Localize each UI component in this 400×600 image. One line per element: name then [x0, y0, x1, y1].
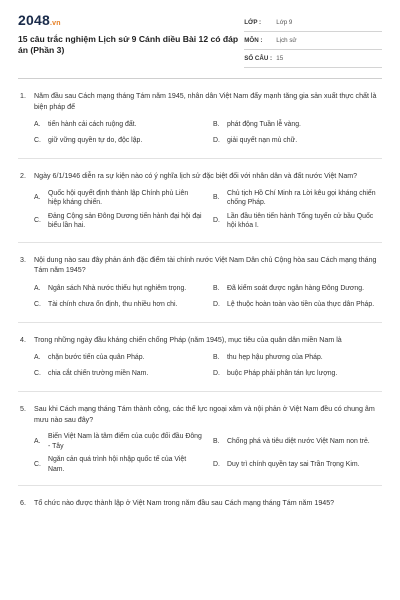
document-title: 15 câu trắc nghiệm Lịch sử 9 Cánh diều Bài 12 có đáp án (Phần 3) — [18, 34, 239, 55]
answer-option[interactable] — [213, 212, 382, 231]
question-text-row — [18, 255, 382, 276]
meta-label: SỐ CÂU : — [244, 55, 273, 62]
option-text: Ngăn cản quá trình hội nhập quốc tế của Việt Nam. — [48, 456, 187, 473]
option-letter: C. — [34, 370, 41, 378]
option-text: Lần đầu tiên tiến hành Tổng tuyển cử bầu Quốc hội khóa I. — [227, 212, 374, 229]
question-item — [18, 91, 382, 159]
logo-suffix: .vn — [49, 20, 61, 27]
answer-options — [18, 432, 382, 474]
logo-main: 2048 — [18, 12, 50, 28]
answer-option[interactable] — [213, 299, 382, 311]
option-text: Ngân sách Nhà nước thiếu hụt nghiêm trọng. — [48, 284, 187, 292]
answer-option[interactable] — [213, 189, 382, 208]
option-text: chặn bước tiến của quân Pháp. — [48, 354, 145, 362]
question-text-row — [18, 404, 382, 425]
option-letter: C. — [34, 460, 41, 468]
option-letter: A. — [34, 194, 41, 202]
answer-option[interactable] — [34, 189, 203, 208]
answer-option[interactable] — [34, 368, 203, 380]
option-text: Quốc hội quyết định thành lập Chính phủ Liên hiệp kháng chiến. — [48, 189, 189, 206]
answer-option[interactable] — [34, 432, 203, 451]
question-separator — [18, 158, 382, 159]
question-number: 4. — [20, 335, 26, 344]
option-text: Đã kiểm soát được ngân hàng Đông Dương. — [227, 284, 365, 292]
option-text: Duy trì chính quyền tay sai Trần Trọng Kim. — [227, 460, 360, 468]
answer-option[interactable] — [34, 119, 203, 131]
option-letter: D. — [213, 137, 220, 145]
question-item — [18, 335, 382, 393]
header-left — [18, 12, 244, 68]
option-letter: B. — [213, 354, 220, 362]
option-letter: A. — [34, 284, 41, 292]
answer-option[interactable] — [34, 212, 203, 231]
option-text: giải quyết nạn mù chữ. — [227, 137, 298, 145]
answer-option[interactable] — [34, 455, 203, 474]
answer-option[interactable] — [213, 283, 382, 295]
option-text: Chủ tịch Hồ Chí Minh ra Lời kêu gọi kháng chiến chống Pháp. — [227, 189, 376, 206]
question-text: Trong những ngày đầu kháng chiến chống Pháp (năm 1945), mục tiêu của quân dân miền Nam là — [34, 335, 342, 344]
question-number: 2. — [20, 172, 26, 180]
answer-option[interactable] — [213, 352, 382, 364]
question-text-row — [18, 498, 382, 509]
option-text: Biến Việt Nam là tâm điểm của cuộc đối đầu Đông - Tây — [48, 433, 202, 450]
answer-options — [18, 352, 382, 380]
answer-option[interactable] — [213, 368, 382, 380]
site-logo[interactable] — [18, 12, 244, 28]
question-item — [18, 255, 382, 323]
option-text: phát động Tuần lễ vàng. — [227, 121, 301, 129]
option-text: giữ vững quyền tự do, độc lập. — [48, 137, 143, 145]
option-text: Đảng Cộng sản Đông Dương tiến hành đại hội đại biểu lần hai. — [48, 212, 202, 229]
option-letter: B. — [213, 194, 220, 202]
answer-options — [18, 189, 382, 231]
question-number: 3. — [20, 255, 26, 264]
answer-options — [18, 283, 382, 311]
meta-row-subject — [244, 32, 382, 50]
question-number: 1. — [20, 92, 26, 100]
answer-option[interactable] — [213, 455, 382, 474]
meta-value: 15 — [276, 55, 284, 62]
option-letter: A. — [34, 121, 41, 129]
option-letter: A. — [34, 437, 41, 445]
option-letter: B. — [213, 284, 220, 292]
meta-label: MÔN : — [244, 37, 263, 44]
meta-row-class — [244, 14, 382, 32]
meta-row-count — [244, 50, 382, 68]
answer-option[interactable] — [213, 135, 382, 147]
option-text: Tài chính chưa ổn định, thu nhiều hơn chi. — [48, 300, 178, 308]
question-separator — [18, 322, 382, 323]
question-text: Sau khi Cách mạng tháng Tám thành công, các thế lực ngoại xâm và nội phản ở Việt Nam đều có chung âm mưu nào sau đây? — [34, 405, 375, 424]
option-letter: D. — [213, 460, 220, 468]
answer-options — [18, 119, 382, 147]
question-item — [18, 171, 382, 243]
meta-value: Lớp 9 — [276, 19, 293, 26]
option-letter: D. — [213, 300, 220, 308]
option-text: Lệ thuộc hoàn toàn vào tiền của thực dân Pháp. — [227, 300, 375, 308]
question-number: 5. — [20, 405, 26, 413]
option-text: chia cắt chiến trường miền Nam. — [48, 370, 149, 378]
meta-info-table — [244, 14, 382, 68]
question-text-row — [18, 335, 382, 346]
option-letter: D. — [213, 370, 220, 378]
answer-option[interactable] — [34, 299, 203, 311]
option-letter: B. — [213, 121, 220, 129]
option-letter: C. — [34, 137, 41, 145]
question-number: 6. — [20, 499, 26, 507]
option-letter: C. — [34, 217, 41, 225]
answer-option[interactable] — [34, 283, 203, 295]
question-text: Nội dung nào sau đây phản ánh đặc điểm tài chính nước Việt Nam Dân chủ Cộng hòa sau Cách mạng tháng Tám năm 1945? — [34, 255, 377, 274]
question-separator — [18, 242, 382, 243]
question-separator — [18, 391, 382, 392]
question-list — [18, 91, 382, 509]
question-text-row — [18, 171, 382, 182]
question-text: Tổ chức nào được thành lập ở Việt Nam trong năm đầu sau Cách mạng tháng Tám năm 1945? — [34, 499, 335, 507]
option-text: Chống phá và tiêu diệt nước Việt Nam non trẻ. — [227, 437, 370, 445]
option-letter: A. — [34, 354, 41, 362]
option-text: thu hẹp hậu phương của Pháp. — [227, 354, 323, 362]
question-text-row — [18, 91, 382, 112]
option-letter: D. — [213, 217, 220, 225]
question-text: Ngày 6/1/1946 diễn ra sự kiện nào có ý nghĩa lịch sử đặc biệt đối với nhân dân và đất nước Việt Nam? — [34, 172, 358, 180]
page-header — [18, 0, 382, 68]
question-separator — [18, 485, 382, 486]
answer-option[interactable] — [34, 352, 203, 364]
question-item — [18, 498, 382, 509]
header-divider — [18, 78, 382, 79]
option-letter: B. — [213, 437, 220, 445]
meta-value: Lịch sử — [276, 37, 297, 44]
option-letter: C. — [34, 300, 41, 308]
option-text: tiến hành cải cách ruộng đất. — [48, 121, 137, 129]
question-item — [18, 404, 382, 486]
question-text: Năm đầu sau Cách mạng tháng Tám năm 1945, nhân dân Việt Nam đẩy mạnh tăng gia sản xuất thực chất là biện pháp để — [34, 92, 377, 111]
answer-option[interactable] — [34, 135, 203, 147]
answer-option[interactable] — [213, 119, 382, 131]
option-text: buộc Pháp phải phân tán lực lượng. — [227, 370, 338, 378]
meta-label: LỚP : — [244, 19, 262, 26]
answer-option[interactable] — [213, 432, 382, 451]
